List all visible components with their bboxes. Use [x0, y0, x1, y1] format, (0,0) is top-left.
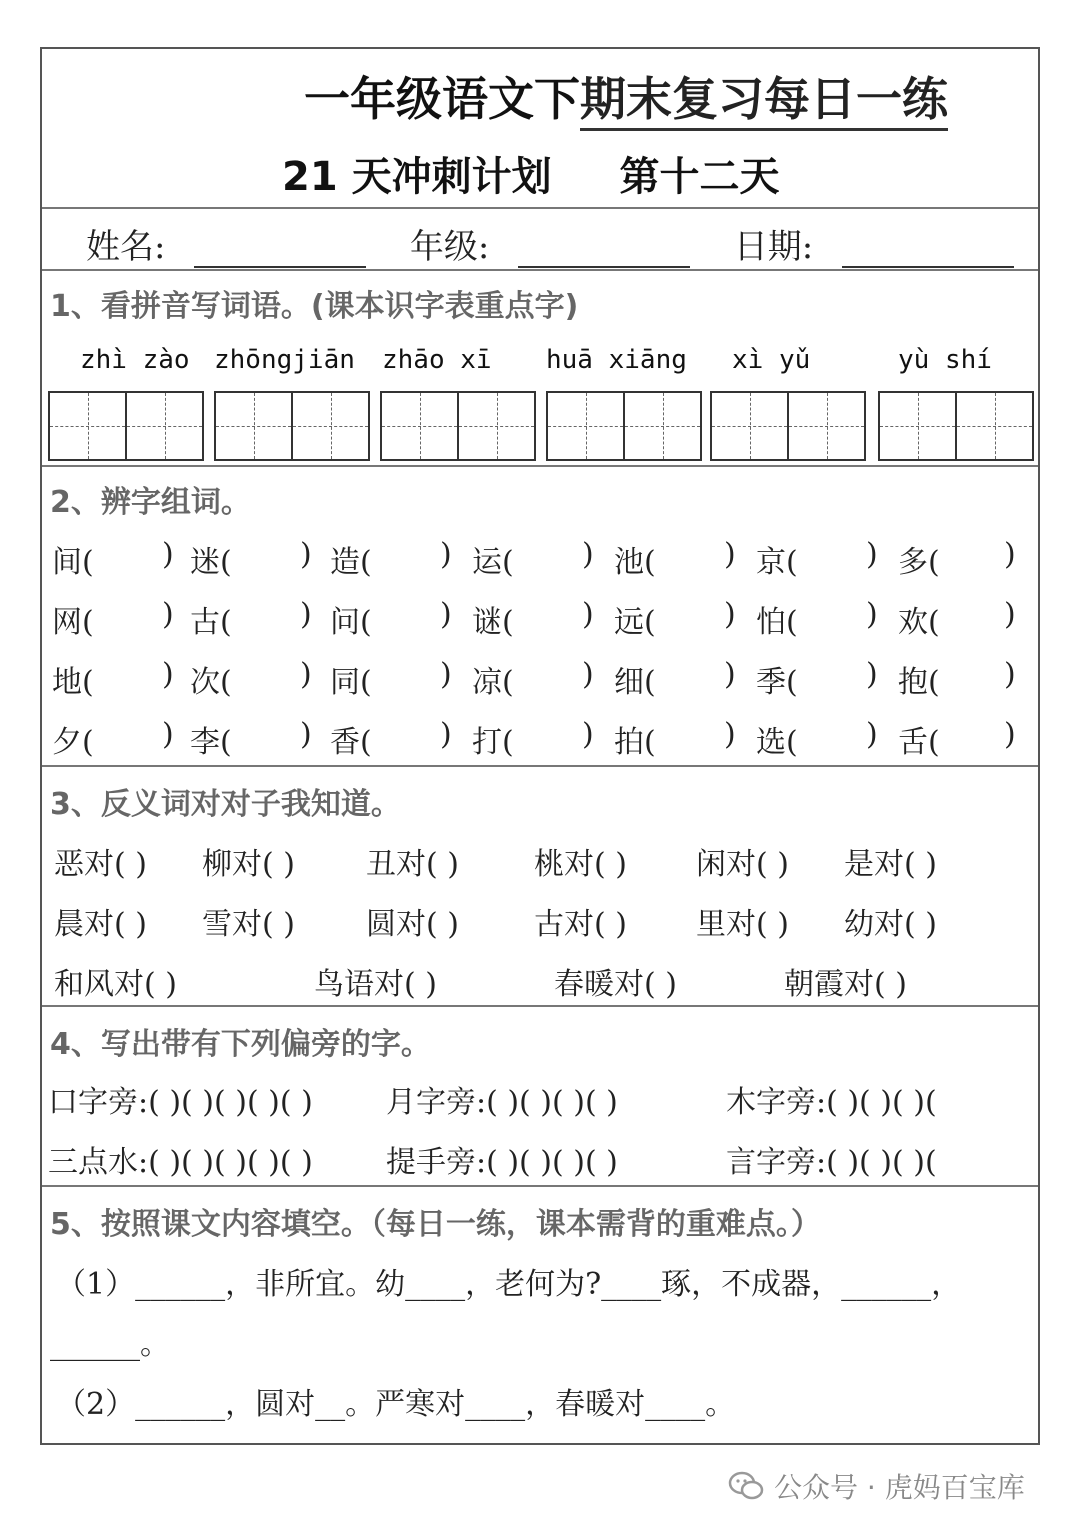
char-open-r1-c1: 间( [52, 545, 94, 580]
radical-row-1-c: 木字旁:( )( )( )( [726, 1085, 937, 1120]
fill-line-1: （1）______，非所宜。幼____，老何为?____琢，不成器，______， [56, 1267, 962, 1302]
char-close-r2-c7: ) [1004, 597, 1016, 632]
date-label: 日期: [733, 227, 814, 267]
char-close-r3-c7: ) [1004, 657, 1016, 692]
char-close-r2-c2: ) [300, 597, 312, 632]
name-field[interactable] [194, 266, 366, 268]
title-underlined: 期末复习每日一练 [580, 72, 948, 131]
char-open-r2-c4: 谜( [472, 605, 514, 640]
antonym-row3-3: 春暖对( ) [554, 967, 677, 1002]
section2-heading: 2、辨字组词。 [50, 485, 251, 520]
pinyin-4: huā xiāng [546, 345, 687, 375]
pinyin-2: zhōngjiān [214, 345, 355, 375]
section1-heading: 1、看拼音写词语。(课本识字表重点字) [50, 289, 579, 324]
char-close-r3-c4: ) [582, 657, 594, 692]
grade-label: 年级: [409, 227, 490, 267]
antonym-row2-4: 古对( ) [534, 907, 627, 942]
watermark-text: 公众号 · 虎妈百宝库 [774, 1471, 1025, 1504]
char-close-r2-c5: ) [724, 597, 736, 632]
char-open-r4-c2: 李( [190, 725, 232, 760]
antonym-row1-2: 柳对( ) [202, 847, 295, 882]
subtitle-plan: 21 天冲刺计划 [282, 154, 552, 200]
char-open-r3-c2: 次( [190, 665, 232, 700]
antonym-row2-2: 雪对( ) [202, 907, 295, 942]
worksheet [40, 47, 1040, 1445]
antonym-row2-5: 里对( ) [696, 907, 789, 942]
char-open-r3-c5: 细( [614, 665, 656, 700]
char-open-r2-c7: 欢( [898, 605, 940, 640]
antonym-row3-1: 和风对( ) [54, 967, 177, 1002]
char-close-r3-c3: ) [440, 657, 452, 692]
char-open-r4-c7: 舌( [898, 725, 940, 760]
char-open-r2-c5: 远( [614, 605, 656, 640]
date-field[interactable] [842, 266, 1014, 268]
antonym-row1-4: 桃对( ) [534, 847, 627, 882]
char-open-r3-c6: 季( [756, 665, 798, 700]
antonym-row2-3: 圆对( ) [366, 907, 459, 942]
char-close-r4-c6: ) [866, 717, 878, 752]
tianzi-grid-1[interactable] [48, 391, 204, 461]
char-open-r3-c1: 地( [52, 665, 94, 700]
tianzi-grid-3[interactable] [380, 391, 536, 461]
page-subtitle [282, 145, 779, 202]
divider-info [42, 269, 1038, 271]
char-close-r1-c3: ) [440, 537, 452, 572]
radical-row-1-b: 月字旁:( )( )( )( ) [386, 1085, 618, 1120]
antonym-row1-3: 丑对( ) [366, 847, 459, 882]
char-close-r4-c2: ) [300, 717, 312, 752]
antonym-row3-2: 鸟语对( ) [314, 967, 437, 1002]
char-close-r2-c6: ) [866, 597, 878, 632]
fill-line-2: ______。 [50, 1327, 170, 1362]
antonym-row1-5: 闲对( ) [696, 847, 789, 882]
radical-row-1-a: 口字旁:( )( )( )( )( ) [48, 1085, 313, 1120]
char-open-r2-c6: 怕( [756, 605, 798, 640]
char-close-r1-c7: ) [1004, 537, 1016, 572]
char-open-r4-c6: 选( [756, 725, 798, 760]
antonym-row2-1: 晨对( ) [54, 907, 147, 942]
char-open-r3-c7: 抱( [898, 665, 940, 700]
char-close-r1-c4: ) [582, 537, 594, 572]
radical-row-2-c: 言字旁:( )( )( )( [726, 1145, 937, 1180]
char-close-r2-c1: ) [162, 597, 174, 632]
char-close-r4-c5: ) [724, 717, 736, 752]
pinyin-5: xì yǔ [732, 345, 811, 375]
char-close-r3-c6: ) [866, 657, 878, 692]
char-close-r4-c1: ) [162, 717, 174, 752]
char-close-r1-c2: ) [300, 537, 312, 572]
char-open-r4-c5: 拍( [614, 725, 656, 760]
char-close-r2-c4: ) [582, 597, 594, 632]
pinyin-6: yù shí [898, 345, 992, 375]
divider-section3 [42, 1005, 1038, 1007]
page-title [304, 63, 948, 129]
char-close-r1-c6: ) [866, 537, 878, 572]
fill-line-3: （2）______，圆对__。严寒对____，春暖对____。 [56, 1387, 736, 1422]
antonym-row1-6: 是对( ) [844, 847, 937, 882]
tianzi-grid-4[interactable] [546, 391, 702, 461]
tianzi-grid-6[interactable] [878, 391, 1034, 461]
char-open-r1-c5: 池( [614, 545, 656, 580]
char-open-r1-c7: 多( [898, 545, 940, 580]
char-open-r2-c2: 古( [190, 605, 232, 640]
tianzi-grid-5[interactable] [710, 391, 866, 461]
info-row [86, 219, 1014, 268]
char-open-r3-c4: 凉( [472, 665, 514, 700]
char-close-r4-c4: ) [582, 717, 594, 752]
wechat-icon [728, 1471, 764, 1501]
char-close-r3-c1: ) [162, 657, 174, 692]
char-open-r4-c1: 夕( [52, 725, 94, 760]
pinyin-3: zhāo xī [382, 345, 492, 375]
char-open-r1-c6: 京( [756, 545, 798, 580]
watermark [728, 1466, 1025, 1506]
char-close-r4-c3: ) [440, 717, 452, 752]
radical-row-2-b: 提手旁:( )( )( )( ) [386, 1145, 618, 1180]
subtitle-day: 第十二天 [619, 154, 780, 200]
char-open-r1-c2: 迷( [190, 545, 232, 580]
name-label: 姓名: [86, 227, 166, 267]
char-open-r4-c4: 打( [472, 725, 514, 760]
title-plain: 一年级语文下 [304, 72, 580, 126]
section5-heading: 5、按照课文内容填空。（每日一练，课本需背的重难点。） [50, 1207, 821, 1242]
char-close-r3-c2: ) [300, 657, 312, 692]
antonym-row2-6: 幼对( ) [844, 907, 937, 942]
divider-header [42, 207, 1038, 209]
antonym-row1-1: 恶对( ) [54, 847, 147, 882]
char-close-r2-c3: ) [440, 597, 452, 632]
char-open-r1-c3: 造( [330, 545, 372, 580]
divider-section1 [42, 465, 1038, 467]
radical-row-2-a: 三点水:( )( )( )( )( ) [48, 1145, 313, 1180]
section3-heading: 3、反义词对对子我知道。 [50, 787, 401, 822]
pinyin-1: zhì zào [80, 345, 190, 375]
divider-section2 [42, 765, 1038, 767]
char-open-r3-c3: 同( [330, 665, 372, 700]
divider-section4 [42, 1185, 1038, 1187]
char-open-r1-c4: 运( [472, 545, 514, 580]
char-close-r1-c1: ) [162, 537, 174, 572]
section4-heading: 4、写出带有下列偏旁的字。 [50, 1027, 431, 1062]
grade-field[interactable] [518, 266, 690, 268]
char-close-r3-c5: ) [724, 657, 736, 692]
tianzi-grid-2[interactable] [214, 391, 370, 461]
char-open-r2-c1: 网( [52, 605, 94, 640]
char-close-r1-c5: ) [724, 537, 736, 572]
antonym-row3-4: 朝霞对( ) [784, 967, 907, 1002]
char-close-r4-c7: ) [1004, 717, 1016, 752]
char-open-r4-c3: 香( [330, 725, 372, 760]
char-open-r2-c3: 问( [330, 605, 372, 640]
